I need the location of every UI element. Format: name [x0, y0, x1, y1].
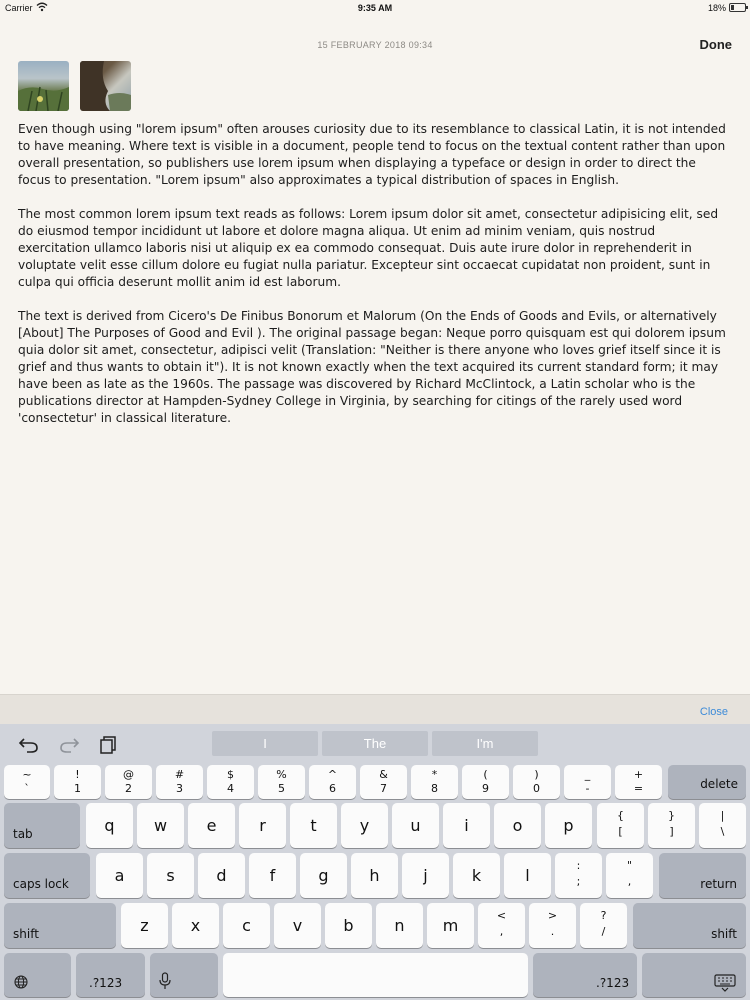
key-q[interactable]: q: [86, 803, 133, 848]
key-w[interactable]: w: [137, 803, 184, 848]
keyboard-accessory-bar: [0, 694, 750, 724]
close-keyboard-button[interactable]: Close: [699, 706, 728, 718]
delete-key[interactable]: delete: [668, 765, 746, 799]
numbers-key-right[interactable]: .?123: [533, 953, 637, 997]
key-u[interactable]: u: [392, 803, 439, 848]
dismiss-keyboard-icon: [714, 974, 736, 992]
suggestion-button[interactable]: I'm: [432, 731, 538, 756]
key-y[interactable]: y: [341, 803, 388, 848]
key-j[interactable]: j: [402, 853, 449, 898]
key-o[interactable]: o: [494, 803, 541, 848]
key-quote[interactable]: " ,: [606, 853, 653, 898]
cliff-photo-image: [80, 61, 131, 111]
suggestion-button[interactable]: The: [322, 731, 428, 756]
key-k[interactable]: k: [453, 853, 500, 898]
key-v[interactable]: v: [274, 903, 321, 948]
caps-lock-key[interactable]: caps lock: [4, 853, 90, 898]
key-backslash[interactable]: | \: [699, 803, 746, 848]
key-2[interactable]: @ 2: [105, 765, 152, 799]
key-t[interactable]: t: [290, 803, 337, 848]
key-slash[interactable]: ? /: [580, 903, 627, 948]
globe-key[interactable]: [4, 953, 71, 997]
clock: 9:35 AM: [357, 3, 393, 13]
note-text-area[interactable]: [18, 121, 730, 444]
key-n[interactable]: n: [376, 903, 423, 948]
key-3[interactable]: # 3: [156, 765, 203, 799]
numbers-key-left[interactable]: .?123: [76, 953, 145, 997]
left-shift-key[interactable]: shift: [4, 903, 116, 948]
key-semicolon[interactable]: : ;: [555, 853, 602, 898]
key-equals[interactable]: + =: [615, 765, 662, 799]
key-0[interactable]: ) 0: [513, 765, 560, 799]
key-4[interactable]: $ 4: [207, 765, 254, 799]
key-backtick[interactable]: ~ `: [4, 765, 50, 799]
note-date: 15 FEBRUARY 2018 09:34: [317, 40, 433, 50]
key-8[interactable]: * 8: [411, 765, 458, 799]
key-close-bracket[interactable]: } ]: [648, 803, 695, 848]
paste-icon[interactable]: [98, 734, 120, 754]
key-a[interactable]: a: [96, 853, 143, 898]
space-bar[interactable]: [223, 953, 528, 997]
key-open-bracket[interactable]: { [: [597, 803, 644, 848]
key-comma[interactable]: < ,: [478, 903, 525, 948]
key-h[interactable]: h: [351, 853, 398, 898]
undo-icon[interactable]: [18, 734, 40, 754]
dictation-key[interactable]: [150, 953, 218, 997]
key-z[interactable]: z: [121, 903, 168, 948]
right-shift-key[interactable]: shift: [633, 903, 746, 948]
key-minus[interactable]: _ -: [564, 765, 611, 799]
note-paragraph: The text is derived from Cicero's De Finibus Bonorum et Malorum (On the Ends of Goods and Evils, or alternatively [About] The Purposes of Good and Evil ). The original passage began: Neque porro quisquam est qui dolorem ipsum quia dolor sit amet, consectetur, adipisci velit (Translation: "Neither is there anyone who loves grief itself since it is grief and thus wants to obtain it"). It is not known exactly when the text acquired its current standard form; it may have been as late as the 1960s. The passage was discovered by Richard McClintock, a Latin scholar who is the publications director at Hampden-Sydney College in Virginia, by searching for citings of the rarely used word 'consectetur' in classical literature.: [18, 309, 726, 425]
key-l[interactable]: l: [504, 853, 551, 898]
key-1[interactable]: ! 1: [54, 765, 101, 799]
redo-icon[interactable]: [58, 734, 80, 754]
tab-key[interactable]: tab: [4, 803, 80, 848]
note-paragraph: Even though using "lorem ipsum" often arouses curiosity due to its resemblance to classical Latin, it is not intended to have meaning. Where text is visible in a document, people tend to focus on the textual content rather than upon overall presentation, so publishers use lorem ipsum when displaying a typeface or design in order to direct the focus to presentation. "Lorem ipsum" also approximates a typical distribution of spaces in English.: [18, 122, 726, 187]
key-c[interactable]: c: [223, 903, 270, 948]
carrier-label: Carrier: [5, 3, 33, 13]
key-s[interactable]: s: [147, 853, 194, 898]
grass-photo-image: [18, 61, 69, 111]
key-x[interactable]: x: [172, 903, 219, 948]
key-p[interactable]: p: [545, 803, 592, 848]
note-paragraph: The most common lorem ipsum text reads as follows: Lorem ipsum dolor sit amet, consectetur adipisicing elit, sed do eiusmod tempor incididunt ut labore et dolore magna aliqua. Ut enim ad minim veniam, quis nostrud exercitation ullamco laboris nisi ut aliquip ex ea commodo consequat. Duis aute irure dolor in reprehenderit in voluptate velit esse cillum dolore eu fugiat nulla pariatur. Excepteur sint occaecat cupidatat non proident, sunt in culpa qui officia deserunt mollit anim id est laborum.: [18, 207, 719, 289]
hide-keyboard-key[interactable]: [642, 953, 746, 997]
key-m[interactable]: m: [427, 903, 474, 948]
status-bar: [0, 0, 750, 16]
key-5[interactable]: % 5: [258, 765, 305, 799]
done-button[interactable]: Done: [699, 37, 732, 52]
key-e[interactable]: e: [188, 803, 235, 848]
key-i[interactable]: i: [443, 803, 490, 848]
return-key[interactable]: return: [659, 853, 746, 898]
microphone-icon: [158, 972, 172, 990]
battery-percentage: 18%: [707, 3, 726, 13]
suggestion-button[interactable]: I: [212, 731, 318, 756]
key-b[interactable]: b: [325, 903, 372, 948]
globe-icon: [14, 975, 28, 989]
key-d[interactable]: d: [198, 853, 245, 898]
key-period[interactable]: > .: [529, 903, 576, 948]
key-f[interactable]: f: [249, 853, 296, 898]
battery-icon: [729, 3, 746, 12]
key-9[interactable]: ( 9: [462, 765, 509, 799]
key-7[interactable]: & 7: [360, 765, 407, 799]
key-r[interactable]: r: [239, 803, 286, 848]
key-g[interactable]: g: [300, 853, 347, 898]
key-6[interactable]: ^ 6: [309, 765, 356, 799]
attachment-thumbnail[interactable]: [18, 61, 69, 111]
attachment-thumbnail[interactable]: [80, 61, 131, 111]
